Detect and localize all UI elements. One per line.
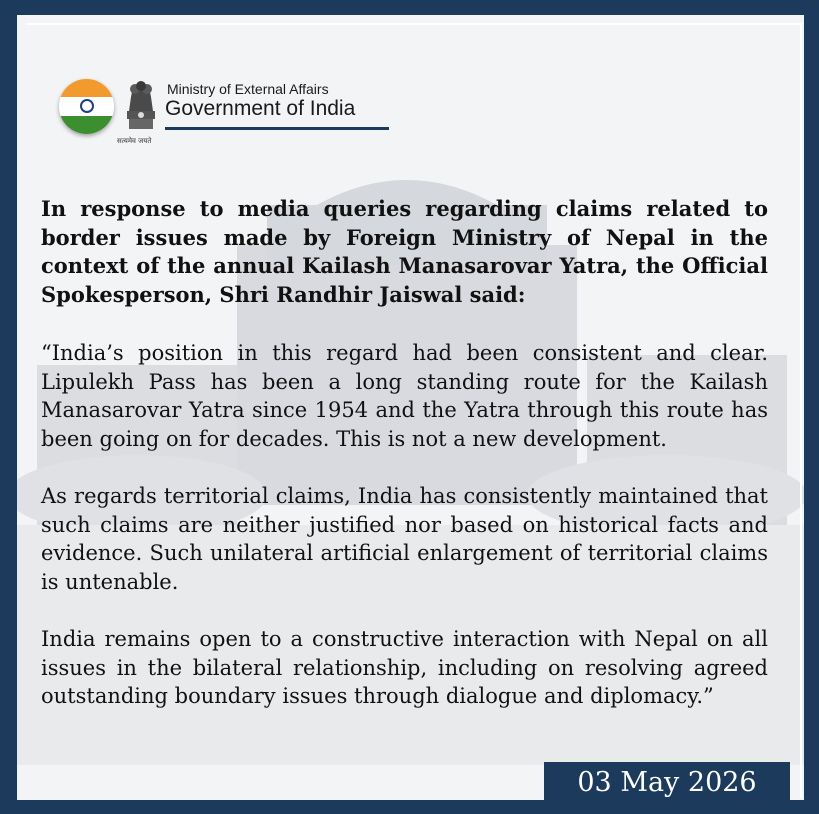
flag-icon [59, 79, 114, 134]
statement-paragraph: As regards territorial claims, India has consistently maintained that such claims are neither justified nor based on historical facts and evidence. Such unilateral artificial enlargement of territorial claims is untenable. [41, 484, 768, 594]
emblem-icon [123, 77, 159, 135]
mea-logo [57, 77, 397, 157]
date-badge: 03 May 2026 [544, 762, 790, 804]
government-name: Government of India [165, 97, 356, 120]
lead-paragraph: In response to media queries regarding claims related to border issues made by Foreign Ministry of Nepal in the context of the annual Kailash Manasarovar Yatra, the Official Spokesperson, Shri Randhir Jaiswal said: [41, 196, 768, 307]
statement-paragraph: India remains open to a constructive interaction with Nepal on all issues in the bilateral relationship, including on resolving agreed outstanding boundary issues through dialogue and diplomacy.” [41, 627, 768, 708]
statement-body [41, 195, 768, 740]
ministry-name: Ministry of External Affairs [167, 81, 329, 97]
statement-paragraph: “India’s position in this regard had been consistent and clear. Lipulekh Pass has been a long standing route for the Kailash Manasarovar Yatra since 1954 and the Yatra through this route has been going on for decades. This is not a new development. [41, 341, 768, 451]
motto-text: सत्यमेव जयते [117, 137, 152, 145]
logo-underline [165, 127, 389, 130]
press-release-card [17, 15, 804, 800]
